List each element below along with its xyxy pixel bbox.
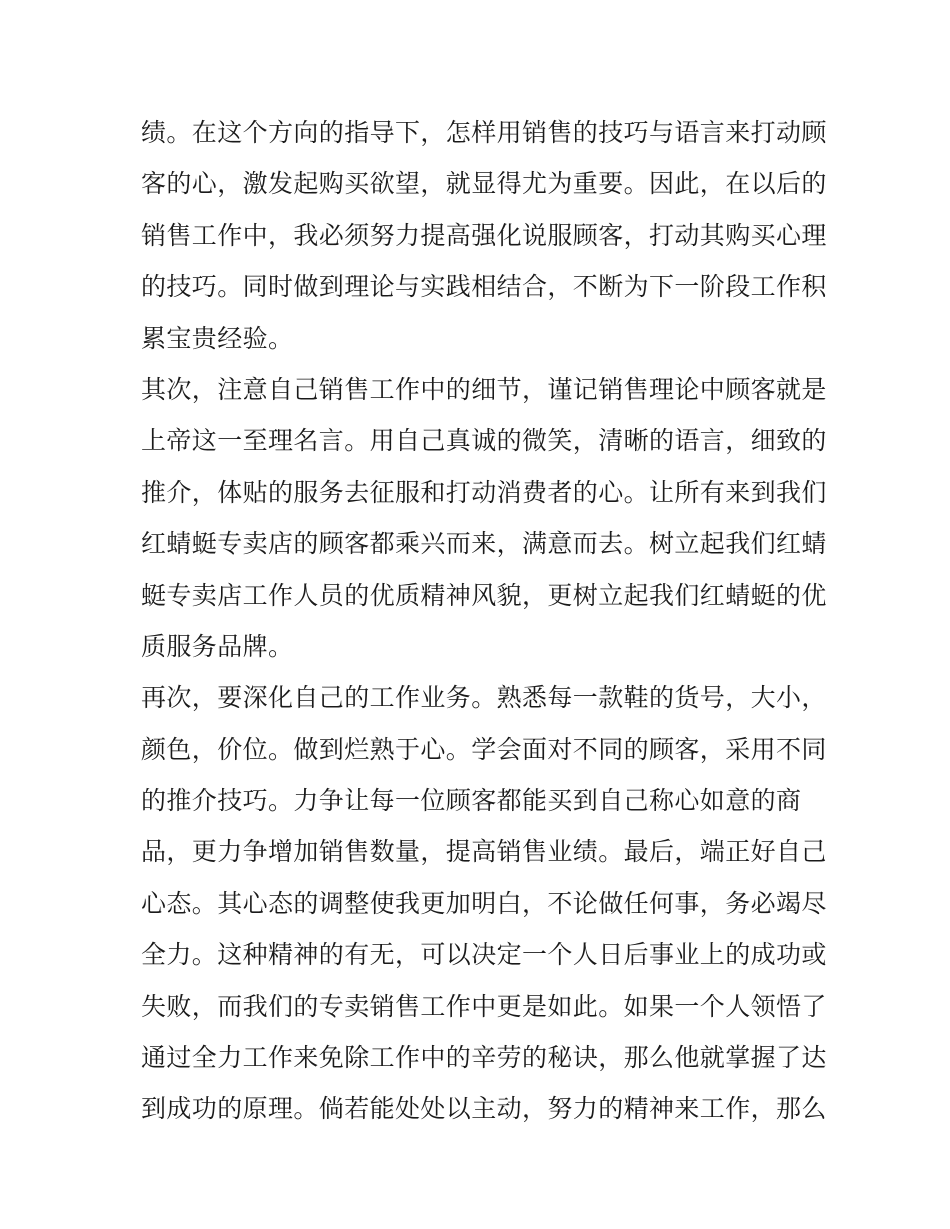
text-line: 蜓专卖店工作人员的优质精神风貌，更树立起我们红蜻蜓的优	[141, 580, 827, 610]
text-line: 上帝这一至理名言。用自己真诚的微笑，清晰的语言，细致的	[141, 426, 827, 456]
text-line: 的技巧。同时做到理论与实践相结合，不断为下一阶段工作积	[141, 272, 827, 302]
text-line: 客的心，激发起购买欲望，就显得尤为重要。因此，在以后的	[141, 169, 827, 199]
text-line: 推介，体贴的服务去征服和打动消费者的心。让所有来到我们	[141, 477, 827, 507]
body-text	[141, 107, 827, 1135]
text-line: 心态。其心态的调整使我更加明白，不论做任何事，务必竭尽	[141, 888, 827, 918]
text-line: 其次，注意自己销售工作中的细节，谨记销售理论中顾客就是	[141, 374, 827, 404]
text-line: 红蜻蜓专卖店的顾客都乘兴而来，满意而去。树立起我们红蜻	[141, 529, 827, 559]
text-line: 质服务品牌。	[141, 631, 294, 661]
text-line: 颜色，价位。做到烂熟于心。学会面对不同的顾客，采用不同	[141, 734, 827, 764]
text-line: 累宝贵经验。	[141, 323, 294, 353]
text-line: 到成功的原理。倘若能处处以主动，努力的精神来工作，那么	[141, 1094, 827, 1124]
text-line: 销售工作中，我必须努力提高强化说服顾客，打动其购买心理	[141, 220, 827, 250]
text-line: 的推介技巧。力争让每一位顾客都能买到自己称心如意的商	[141, 786, 802, 816]
text-line: 通过全力工作来免除工作中的辛劳的秘诀，那么他就掌握了达	[141, 1043, 827, 1073]
text-line: 全力。这种精神的有无，可以决定一个人日后事业上的成功或	[141, 940, 827, 970]
text-line: 再次，要深化自己的工作业务。熟悉每一款鞋的货号，大小，	[141, 683, 827, 713]
text-line: 失败，而我们的专卖销售工作中更是如此。如果一个人领悟了	[141, 991, 827, 1021]
text-line: 绩。在这个方向的指导下，怎样用销售的技巧与语言来打动顾	[141, 118, 827, 147]
text-line: 品，更力争增加销售数量，提高销售业绩。最后，端正好自己	[141, 837, 827, 867]
